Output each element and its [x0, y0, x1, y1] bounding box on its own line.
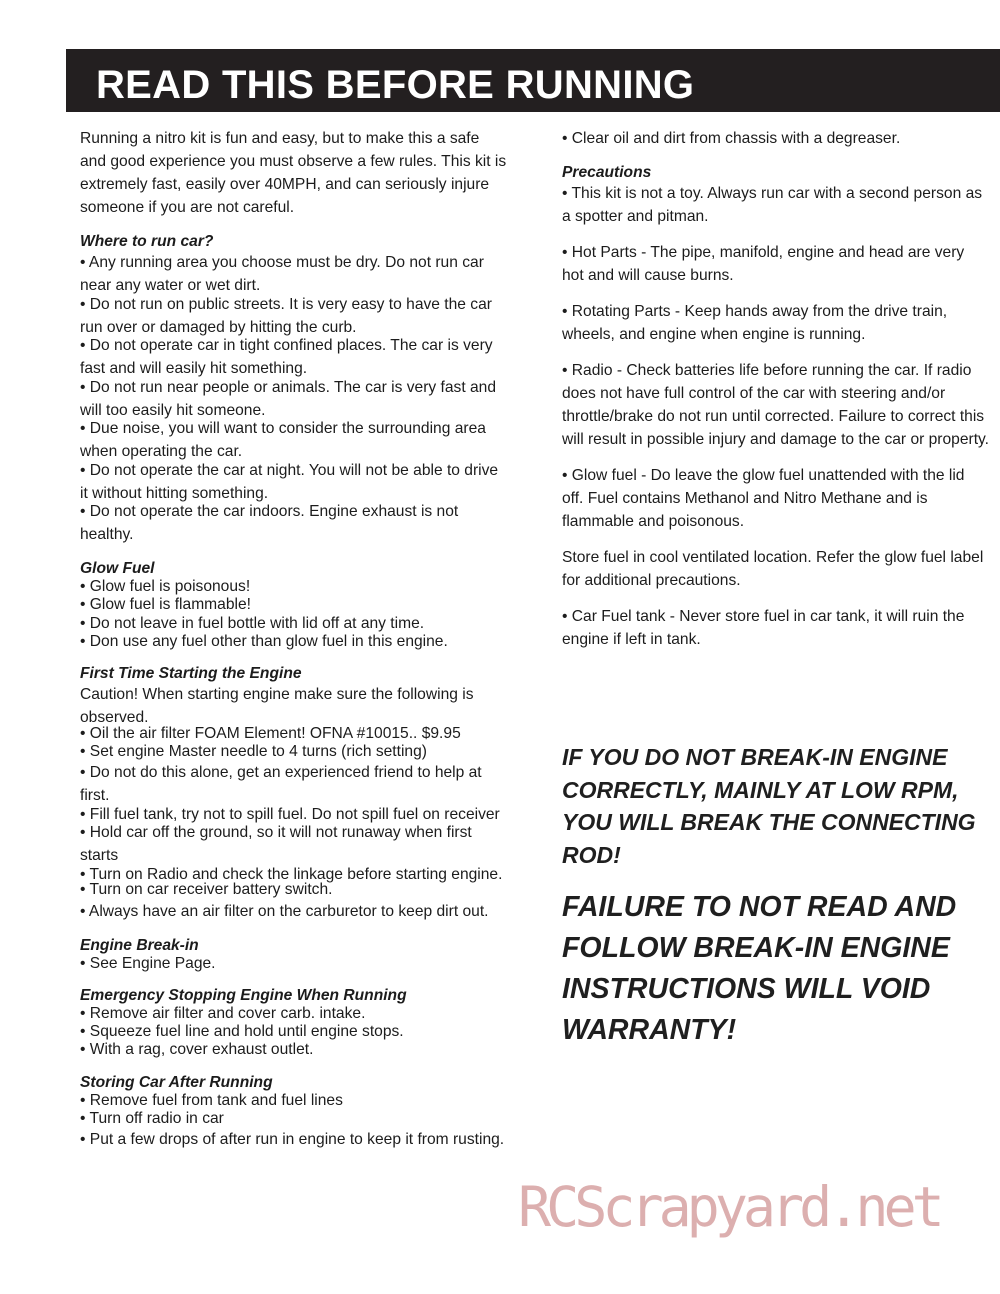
- list-item: • Do not operate the car indoors. Engine exhaust is not healthy.: [80, 503, 459, 543]
- right-column: [562, 127, 990, 664]
- list-item: • Hold car off the ground, so it will not runaway when first starts: [80, 824, 472, 865]
- list-item: • Oil the air filter FOAM Element! OFNA #10015.. $9.95: [80, 724, 461, 742]
- section-glow-fuel: [80, 559, 508, 651]
- list-item: • Do not run near people or animals. The car is very fast and will too easily hit someone.: [80, 378, 497, 419]
- precaution-item: Store fuel in cool ventilated location. Refer the glow fuel label for additional precautions.: [562, 549, 984, 589]
- section-heading: Where to run car?: [80, 233, 214, 250]
- left-column: [80, 127, 508, 1164]
- list-item: • Any running area you choose must be dry. Do not run car near any water or wet dirt.: [80, 254, 484, 294]
- list-item: • Do not run on public streets. It is very easy to have the car run over or damaged by hitting the curb.: [80, 295, 492, 336]
- section-heading: Engine Break-in: [80, 936, 199, 954]
- precaution-item: • Radio - Check batteries life before running the car. If radio does not have full control of the car with steering and/or throttle/brake do not run until corrected. Failure to correct this will result in possible injury and damage to the car or property.: [562, 362, 990, 448]
- precaution-item: • Rotating Parts - Keep hands away from the drive train, wheels, and engine when engine is running.: [562, 303, 948, 343]
- section-heading: First Time Starting the Engine: [80, 665, 302, 683]
- section-where-to-run: [80, 232, 508, 546]
- section-engine-break-in: [80, 936, 508, 973]
- list-item: • Fill fuel tank, try not to spill fuel. Do not spill fuel on receiver: [80, 805, 500, 823]
- intro-paragraph: Running a nitro kit is fun and easy, but to make this a safe and good experience you must observe a few rules. This kit is extremely fast, easily over 40MPH, and can seriously injure someone if you are not careful.: [80, 130, 507, 216]
- clear-oil-note: • Clear oil and dirt from chassis with a degreaser.: [562, 130, 901, 147]
- watermark: RCScrapyard.net: [518, 1175, 940, 1239]
- list-item: • With a rag, cover exhaust outlet.: [80, 1041, 314, 1059]
- break-in-warning: IF YOU DO NOT BREAK-IN ENGINE CORRECTLY, MAINLY AT LOW RPM, YOU WILL BREAK THE CONNECTING ROD!: [562, 744, 976, 868]
- section-heading: Storing Car After Running: [80, 1073, 273, 1091]
- section-emergency-stopping: [80, 986, 508, 1060]
- section-storing-car: [80, 1073, 508, 1152]
- list-item: • Turn on car receiver battery switch.: [80, 881, 333, 899]
- precaution-item: • Hot Parts - The pipe, manifold, engine and head are very hot and will cause burns.: [562, 244, 965, 284]
- list-item: • Don use any fuel other than glow fuel in this engine.: [80, 632, 448, 650]
- list-item: • Do not operate the car at night. You will not be able to drive it without hitting something.: [80, 461, 499, 502]
- caution-lead: Caution! When starting engine make sure the following is observed.: [80, 686, 474, 727]
- title-banner: [66, 49, 1000, 112]
- list-item: • Glow fuel is flammable!: [80, 596, 251, 614]
- list-item: • Remove fuel from tank and fuel lines: [80, 1091, 343, 1109]
- list-item: • Remove air filter and cover carb. intake.: [80, 1004, 366, 1022]
- list-item: • Set engine Master needle to 4 turns (rich setting): [80, 742, 427, 760]
- precaution-item: • Car Fuel tank - Never store fuel in car tank, it will ruin the engine if left in tank.: [562, 608, 965, 648]
- section-heading: Glow Fuel: [80, 560, 155, 577]
- section-first-time-starting: [80, 664, 508, 922]
- precaution-item: • Glow fuel - Do leave the glow fuel unattended with the lid off. Fuel contains Methanol and Nitro Methane and is flammable and poisonous.: [562, 467, 965, 530]
- precaution-item: • This kit is not a toy. Always run car with a second person as a spotter and pitman.: [562, 185, 983, 225]
- list-item: • See Engine Page.: [80, 954, 216, 972]
- list-item: • Due noise, you will want to consider the surrounding area when operating the car.: [80, 420, 486, 460]
- precautions-heading: Precautions: [562, 164, 652, 181]
- section-heading: Emergency Stopping Engine When Running: [80, 986, 407, 1004]
- page-title: READ THIS BEFORE RUNNING: [96, 63, 695, 107]
- list-item: • Do not do this alone, get an experienced friend to help at first.: [80, 764, 482, 805]
- list-item: • Always have an air filter on the carburetor to keep dirt out.: [80, 902, 489, 920]
- list-item: • Glow fuel is poisonous!: [80, 578, 251, 595]
- list-item: • Turn off radio in car: [80, 1110, 224, 1128]
- list-item: • Do not operate car in tight confined places. The car is very fast and will easily hit something.: [80, 337, 493, 377]
- list-item: • Squeeze fuel line and hold until engine stops.: [80, 1023, 404, 1041]
- list-item: • Turn on Radio and check the linkage before starting engine.: [80, 865, 503, 883]
- warranty-warning: FAILURE TO NOT READ AND FOLLOW BREAK-IN ENGINE INSTRUCTIONS WILL VOID WARRANTY!: [562, 891, 957, 1046]
- list-item: • Put a few drops of after run in engine to keep it from rusting.: [80, 1131, 505, 1149]
- list-item: • Do not leave in fuel bottle with lid off at any time.: [80, 614, 425, 632]
